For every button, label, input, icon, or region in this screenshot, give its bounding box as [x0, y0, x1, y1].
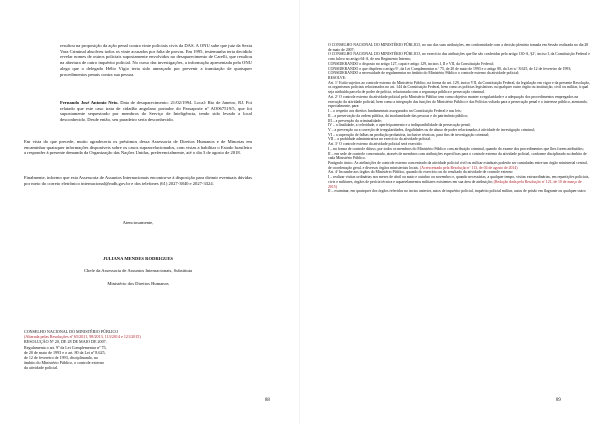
annex-resolution: RESOLUÇÃO Nº 20, DE 28 DE MAIO DE 2007.	[24, 339, 107, 345]
article-4: Art. 4º Incumbe aos órgãos do Ministério Público, quando do exercício ou do resultado da atividade de controle externo:	[328, 170, 514, 175]
closing-line: Atenciosamente,	[122, 220, 154, 225]
annex-summary: Regulamenta o art. 9º da Lei Complementar nº 75, de 20 de maio de 1993 e o art. 80 da Lei nº 8.625, de 12 de fevereiro de 1993, disciplinando, no âmbito do Ministério Público, o controle externo da atividade policial.	[24, 345, 107, 371]
annex-header	[24, 329, 164, 344]
article-3: Art. 3º O controle externo da atividade policial será exercido:	[328, 142, 423, 147]
considerando-3: CONSIDERANDO a necessidade de regulamentar no âmbito do Ministério Público o controle externo da atividade policial;	[328, 71, 520, 76]
resolution-text	[328, 43, 590, 194]
paragraph-carelli-case: resultou na proposição da ação penal contra vinte policiais civis da DAS. A ONU sabe que juiz da Sexta Vara Criminal absolveu todos os vinte acusados por falta de provas. Em 1995, testemunha teria decidido revelar nomes de outros policiais supostamente envolvidos no desaparecimento de Carelli, que resultou na abertura de outro inquérito policial. No curso das investigações, a informação apresentada pela ONU alega que o delegado Hélio Vígio teria sido ameaçado por prevenir a tramitação de quaisquer procedimentos penais contra sua pessoa.	[60, 43, 252, 77]
person-name: Fernando José Antonio Neto.	[60, 100, 119, 105]
annex-title: CONSELHO NACIONAL DO MINISTÉRIO PÚBLICO	[24, 329, 119, 334]
case-details: Data de desaparecimento: 21/02/1994. Local: Rio de Janeiro, RJ. Foi relatado que este caso trata de cidadão angolano portador do Passaporte nº AO067519/5, que foi supostamente sequestrado por membros do Serviço de Inteligência, tendo sido levado a local desconhecido. Desde então, seu paradeiro seria desconhecido.	[60, 100, 252, 123]
paragraph-request: Em vista do que precede, muito agradeceria os préstimos dessa Assessoria de Direitos Humanos e de Minorias em encaminhar quaisquer informações disponíveis sobre os casos suprarrelacionados, com vistas a habilitar o Estado brasileiro a responder à presente demanda da Organização das Nações Unidas, preferencialmente, até o dia 3 de agosto de 2018.	[24, 139, 252, 156]
signature-organization: Ministério dos Direitos Humanos	[107, 281, 169, 286]
signature-role: Chefe da Assessoria de Assuntos Internacionais, Substituta	[83, 268, 193, 273]
article-2-item-7: VII – a probidade administrativa no exercício da atividade policial.	[328, 137, 432, 142]
paragraph-contact: Finalmente, informo que esta Assessoria de Assuntos Internacionais encontra-se à disposição para dirimir eventuais dúvidas por meio do correio eletrônico internacional@mdh.gov.br e dos telefones (61) 2027-3840 e 2027-3324.	[24, 175, 252, 186]
article-2-item-3: III – a prevenção da criminalidade;	[328, 118, 382, 123]
article-1: Art. 1º Estão sujeitos ao controle externo do Ministério Público, na forma do art. 129, inciso VII, da Constituição Federal, da legislação em vigor e da presente Resolução, os organismos policiais relacionados no art. 144 da Constituição Federal, bem como as polícias legislativas ou qualquer outro órgão ou instituição, civil ou militar, à qual seja atribuída parcela de poder de polícia, relacionada com a segurança pública e persecução criminal.	[328, 80, 591, 95]
article-4-item-2: II – examinar, em quaisquer dos órgãos referidos no inciso anterior, autos de inquérito policial, inquérito policial militar, autos de prisão em flagrante ou qualquer outro	[328, 189, 586, 194]
article-2-item-5: V – a prevenção ou a correção de irregularidades, ilegalidades ou de abuso de poder relacionados à atividade de investigação criminal;	[328, 127, 535, 132]
article-2-item-2: II – a preservação da ordem pública, da incolumidade das pessoas e do patrimônio público;	[328, 113, 469, 118]
article-3-item-1: I – na forma de controle difuso, por todos os membros do Ministério Público com atribuição criminal, quando do exame dos procedimentos que lhes forem atribuídos;	[328, 146, 584, 151]
amendment-note-113: (Acrescentado pela Resolução nº 113, de 04 de agosto de 2014)	[418, 165, 518, 170]
article-3-paragraph: Parágrafo único. As atribuições de controle externo concentrado da atividade policial civil ou militar estaduais poderão ser cumuladas entre um órgão ministerial central, de coordenação geral, e diversos órgãos ministeriais locais. (Acrescentado pela Resolução nº 113, de 04 de agosto de 2014)	[328, 160, 588, 170]
amendment-note-121: (Redação dada pela Resolução nº 121, de 10 de março de 2015)	[328, 179, 582, 189]
page-number-right: 89	[556, 398, 561, 403]
right-page	[300, 0, 600, 424]
article-2-item-6: VI – a superação de falhas na produção probatória, inclusive técnicas, para fins de investigação criminal;	[328, 132, 490, 137]
article-2-item-1: I – o respeito aos direitos fundamentais assegurados na Constituição Federal e nas leis;	[328, 109, 462, 114]
considerando-1: CONSIDERANDO o disposto no artigo 127, caput e artigo 129, incisos I, II e VII, da Constituição Federal;	[328, 61, 494, 66]
annex-amendments: (Alterada pelas Resoluções nº 65/2011, 98/2013, 113/2014 e 121/2015)	[24, 334, 141, 340]
article-4-item-1: I – realizar visitas ordinárias nos meses de abril ou maio e outubro ou novembro e, quando necessárias, a qualquer tempo, visitas extraordinárias, em repartições policiais, civis e militares, órgãos de perícia técnica e aquartelamentos militares existentes em sua área de atribuição; (Redação dada pela Resolução nº 121, de 10 de março de 2015)	[328, 175, 590, 189]
preamble-2: O CONSELHO NACIONAL DO MINISTÉRIO PÚBLICO, no exercício das atribuições que lhe são conferidas pelo artigo 130-A, §2º, inciso I, da Constituição Federal e com fulcro no artigo 64-A, de seu Regimento Interno;	[328, 52, 590, 62]
article-3-item-2: II – em sede de controle concentrado, através de membros com atribuições específicas para o controle externo da atividade policial, conforme disciplinado no âmbito de cada Ministério Público.	[328, 151, 587, 161]
considerando-2: CONSIDERANDO o que dispõem o artigo 9º, da Lei Complementar n.º 75, de 20 de maio de 1993 e o artigo 80, da Lei n.º 8.625, de 12 de fevereiro de 1993;	[328, 66, 572, 71]
page-number-left: 88	[265, 398, 270, 403]
paragraph-fernando-case	[60, 100, 252, 123]
resolve-heading: RESOLVE:	[328, 76, 347, 81]
article-2-item-4: IV – a finalidade, a celeridade, o aperfeiçoamento e a indisponibilidade da persecução penal;	[328, 123, 471, 128]
preamble-1: O CONSELHO NACIONAL DO MINISTÉRIO PÚBLICO, no uso das suas atribuições, em conformidade com a decisão plenária tomada em Sessão realizada no dia 28 de maio de 2007;	[328, 43, 589, 52]
article-2: Art. 2º O controle externo da atividade policial pelo Ministério Público tem como objetivo manter a regularidade e a adequação dos procedimentos empregados na execução da atividade policial, bem como a integração das funções do Ministério Público e das Polícias voltada para a persecução penal e o interesse público, atentando, especialmente, para:	[328, 94, 588, 109]
signature-name: JULIANA MENDES RODRIGUES	[103, 256, 173, 261]
